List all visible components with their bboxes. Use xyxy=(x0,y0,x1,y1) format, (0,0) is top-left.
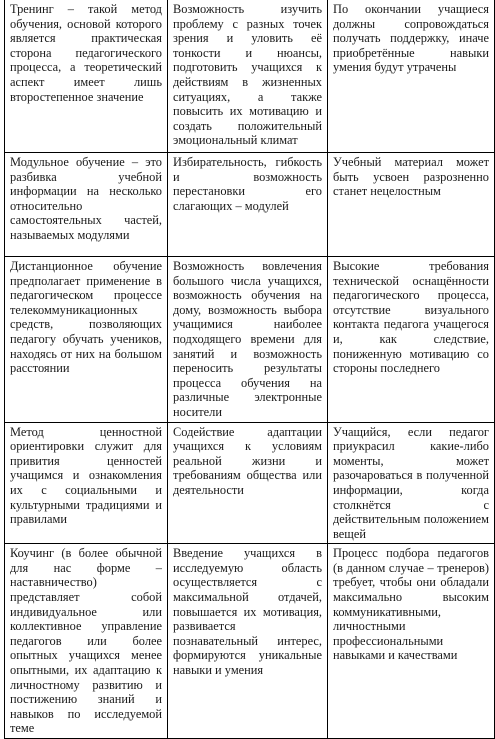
methods-table xyxy=(4,0,495,739)
disadvantage-cell: Процесс подбора педагогов (в данном случае – тренеров) требует, чтобы они обладали максимально высоким коммуникативными, личностными профессиональными навыками и качествами xyxy=(328,544,495,739)
disadvantage-cell: По окончании учащиеся должны сопровождаться получать поддержку, иначе приобретённые навыки умения будут утрачены xyxy=(328,0,495,153)
advantage-cell: Возможность изучить проблему с разных точек зрения и уловить её тонкости и нюансы, подготовить учащихся к действиям в жизненных ситуациях, а также повысить их мотивацию и создать положительный эмоциональный климат xyxy=(168,0,328,153)
table-row xyxy=(5,153,495,257)
table-row xyxy=(5,422,495,544)
table-row xyxy=(5,544,495,739)
method-cell: Коучинг (в более обычной для нас форме – наставничество) представляет собой индивидуальное или коллективное управление педагогов или более опытных учащихся менее опытными, их адаптацию к личностному развитию и постижению знаний и навыков по исследуемой теме xyxy=(5,544,168,739)
method-cell: Метод ценностной ориентировки служит для привития ценностей учащимся и ознакомления их с социальными и культурными традициями и правилами xyxy=(5,422,168,544)
table-row xyxy=(5,257,495,423)
method-cell: Модульное обучение – это разбивка учебной информации на несколько относительно самостоятельных частей, называемых модулями xyxy=(5,153,168,257)
advantage-cell: Введение учащихся в исследуемую область осуществляется с максимальной отдачей, повышается их мотивация, развивается познавательный интерес, формируются уникальные навыки и умения xyxy=(168,544,328,739)
advantage-cell: Возможность вовлечения большого числа учащихся, возможность обучения на дому, возможность выбора учащимися наиболее подходящего времени для занятий и возможность переносить результаты процесса обучения на различные электронные носители xyxy=(168,257,328,423)
disadvantage-cell: Высокие требования технической оснащённости педагогического процесса, отсутствие визуального контакта педагога учащегося и, как следствие, пониженную мотивацию со стороны последнего xyxy=(328,257,495,423)
table-row xyxy=(5,0,495,153)
disadvantage-cell: Учащийся, если педагог приукрасил какие-либо моменты, может разочароваться в полученной информации, когда столкнётся с действительным положением вещей xyxy=(328,422,495,544)
advantage-cell: Содействие адаптации учащихся к условиям реальной жизни и требованиям общества или деятельности xyxy=(168,422,328,544)
disadvantage-cell: Учебный материал может быть усвоен разрозненно станет нецелостным xyxy=(328,153,495,257)
advantage-cell: Избирательность, гибкость и возможность перестановки его слагающих – модулей xyxy=(168,153,328,257)
method-cell: Тренинг – такой метод обучения, основой которого является практическая сторона педагогического процесса, а теоретический аспект имеет лишь второстепенное значение xyxy=(5,0,168,153)
method-cell: Дистанционное обучение предполагает применение в педагогическом процессе телекоммуникационных средств, позволяющих педагогу обучать учеников, находясь от них на большом расстоянии xyxy=(5,257,168,423)
